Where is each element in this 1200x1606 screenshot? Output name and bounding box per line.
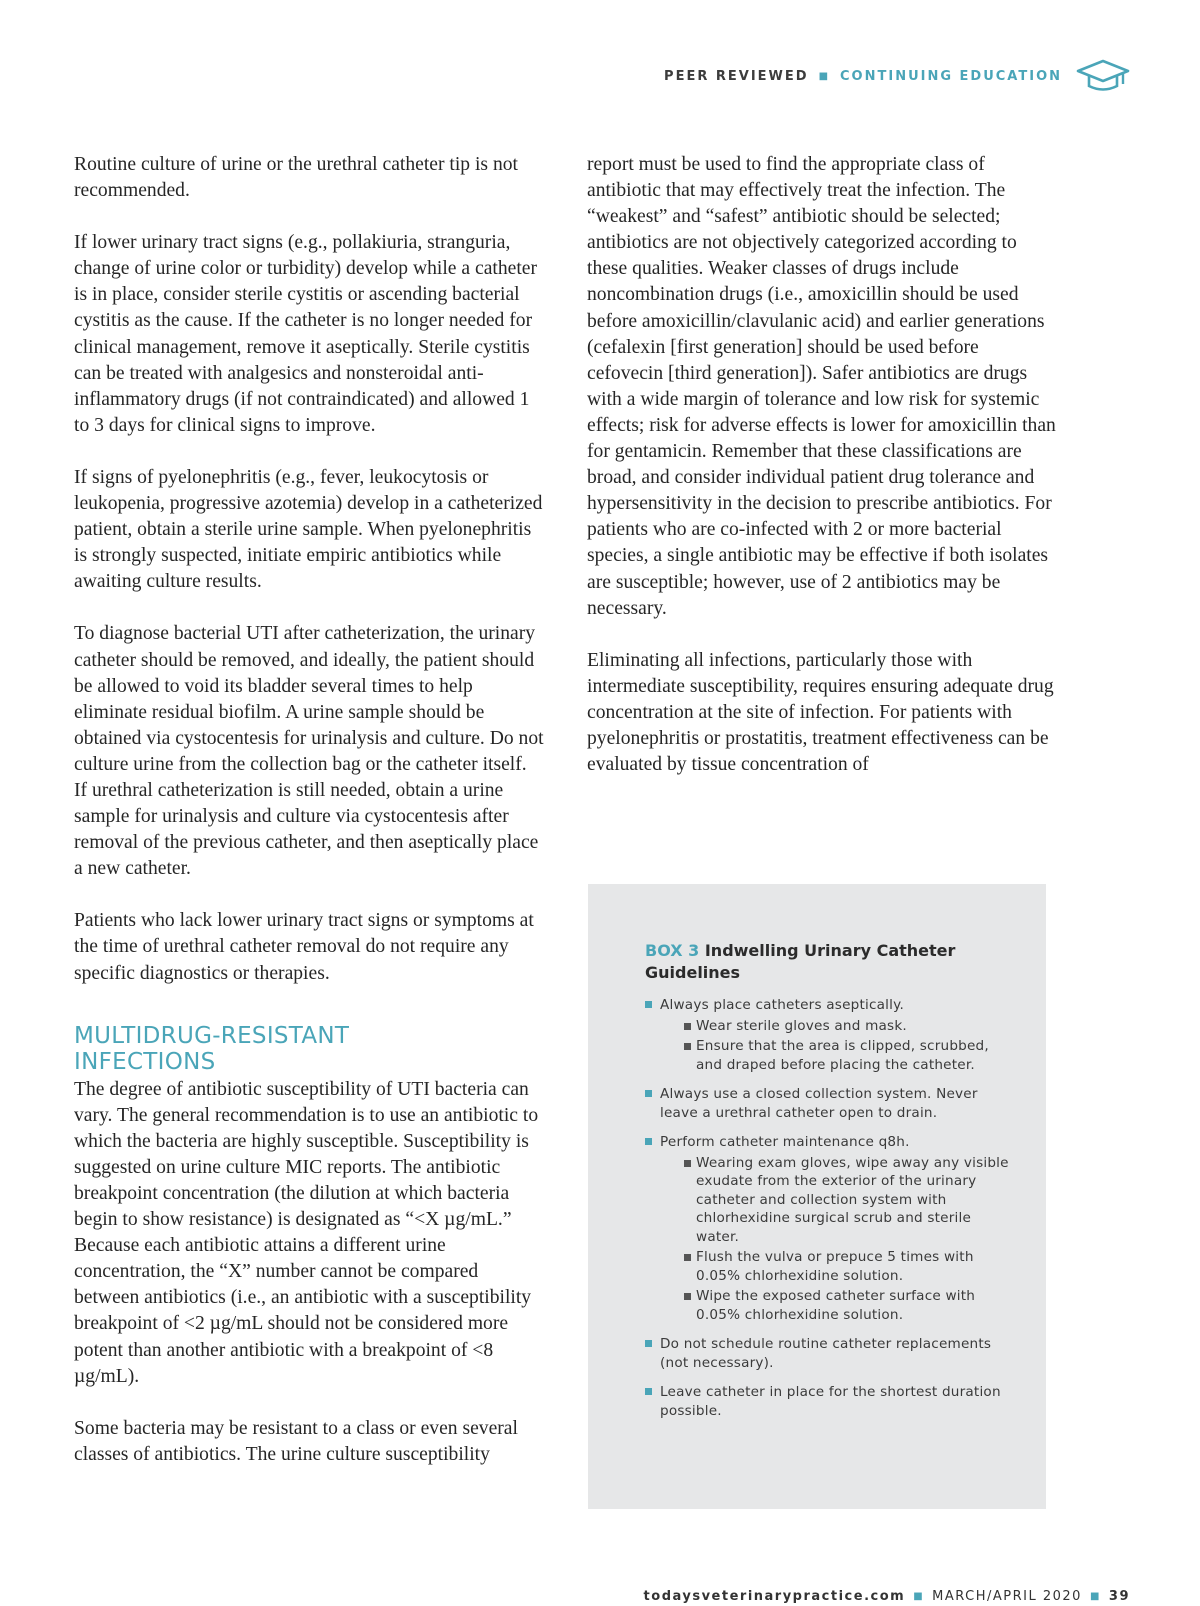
list-item-text: Always place catheters aseptically. [660,997,904,1013]
paragraph: Some bacteria may be resistant to a class or even several classes of antibiotics. The urine culture susceptibility [74,1417,518,1465]
box-title-text: Indwelling Urinary Catheter Guidelines [645,941,956,982]
list-item-text: Leave catheter in place for the shortest duration possible. [660,1384,1001,1419]
right-column [587,152,1057,804]
sub-list-item [684,1017,1016,1036]
sub-list-item-text: Wipe the exposed catheter surface with 0.05% chlorhexidine solution. [696,1288,976,1323]
paragraph: To diagnose bacterial UTI after catheterization, the urinary catheter should be removed, and ideally, the patient should be allowed to void its bladder several times to help eliminate residual biofilm. A urine sample should be obtained via cystocentesis for urinalysis and culture. Do not culture urine from the collection bag or the catheter itself. If urethral catheterization is still needed, obtain a urine sample for urinalysis and culture via cystocentesis after removal of the previous catheter, and then aseptically place a new catheter. [74,623,544,880]
sub-bullet-icon [684,1160,691,1167]
list-item-text: Do not schedule routine catheter replacements (not necessary). [660,1336,992,1371]
section-heading-line1: MULTIDRUG-RESISTANT [74,1022,350,1049]
list-item-text: Always use a closed collection system. Never leave a urethral catheter open to drain. [660,1086,978,1121]
sub-bullet-icon [684,1293,691,1300]
section-heading-line2: INFECTIONS [74,1048,216,1075]
sub-list-item-text: Ensure that the area is clipped, scrubbed, and draped before placing the catheter. [696,1038,989,1073]
list-item [645,1133,1016,1324]
sub-list [684,1154,1016,1325]
sub-bullet-icon [684,1043,691,1050]
paragraph: Patients who lack lower urinary tract signs or symptoms at the time of urethral catheter removal do not require any specific diagnostics or therapies. [74,910,534,984]
sub-list-item [684,1248,1016,1285]
sub-bullet-icon [684,1254,691,1261]
issue-date: MARCH/APRIL 2020 [932,1589,1082,1604]
paragraph: Eliminating all infections, particularly those with intermediate susceptibility, requires ensuring adequate drug concentration at the site of infection. For patients with pyelonephritis or prostatitis, treatment effectiveness can be evaluated by tissue concentration of [587,649,1054,776]
sub-list-item-text: Wear sterile gloves and mask. [696,1017,907,1034]
header-separator: ■ [818,70,831,82]
left-column [74,152,544,1494]
sub-list [684,1017,1016,1075]
graduation-cap-icon [1076,58,1130,94]
list-item [645,1383,1016,1420]
bullet-square-icon [645,1001,652,1008]
footer-separator: ■ [1089,1591,1101,1602]
paragraph: The degree of antibiotic susceptibility of UTI bacteria can vary. The general recommendation is to use an antibiotic to which the bacteria are highly susceptible. Susceptibility is suggested on urine culture MIC reports. The antibiotic breakpoint concentration (the dilution at which bacteria begin to show resistance) is designated as “<X µg/mL.” Because each antibiotic attains a different urine concentration, the “X” number cannot be compared between antibiotics (i.e., an antibiotic with a susceptibility breakpoint of <2 µg/mL should not be considered more potent than another antibiotic with a breakpoint of <8 µg/mL). [74,1078,539,1387]
bullet-square-icon [645,1138,652,1145]
bullet-square-icon [645,1340,652,1347]
box-title [645,940,1016,984]
list-item [645,1335,1016,1372]
sub-list-item [684,1287,1016,1324]
sub-list-item [684,1154,1016,1247]
section-heading [74,1023,544,1075]
page-footer [644,1589,1130,1604]
website-link[interactable]: todaysveterinarypractice.com [643,1589,906,1604]
list-item-text: Perform catheter maintenance q8h. [660,1134,910,1150]
sub-list-item-text: Flush the vulva or prepuce 5 times with 0.05% chlorhexidine solution. [696,1249,974,1284]
running-header [664,58,1130,94]
footer-separator: ■ [913,1591,925,1602]
sub-bullet-icon [684,1023,691,1030]
continuing-education-label: CONTINUING EDUCATION [840,68,1062,84]
sub-list-item [684,1037,1016,1074]
sidebar-box [588,884,1046,1509]
paragraph: report must be used to find the appropriate class of antibiotic that may effectively treat the infection. The “weakest” and “safest” antibiotic should be selected; antibiotics are not objectively categorized according to these qualities. Weaker classes of drugs include noncombination drugs (i.e., amoxicillin should be used before amoxicillin/clavulanic acid) and earlier generations (cefalexin [first generation] should be used before cefovecin [third generation]). Safer antibiotics are drugs with a wide margin of tolerance and low risk for systemic effects; risk for adverse effects is lower for amoxicillin than for gentamicin. Remember that these classifications are broad, and consider individual patient drug tolerance and hypersensitivity in the decision to prescribe antibiotics. For patients who are co-infected with 2 or more bacterial species, a single antibiotic may be effective if both isolates are susceptible; however, use of 2 antibiotics may be necessary. [587,154,1056,619]
list-item [645,1085,1016,1122]
bullet-square-icon [645,1388,652,1395]
paragraph: If signs of pyelonephritis (e.g., fever, leukocytosis or leukopenia, progressive azotemia) develop in a catheterized patient, obtain a sterile urine sample. When pyelonephritis is strongly suspected, initiate empiric antibiotics while awaiting culture results. [74,466,543,593]
guideline-list [645,996,1016,1420]
sub-list-item-text: Wearing exam gloves, wipe away any visible exudate from the exterior of the urinary catheter and collection system with chlorhexidine surgical scrub and sterile water. [696,1154,1009,1245]
bullet-square-icon [645,1090,652,1097]
paragraph: If lower urinary tract signs (e.g., pollakiuria, stranguria, change of urine color or turbidity) develop while a catheter is in place, consider sterile cystitis or ascending bacterial cystitis as the cause. If the catheter is no longer needed for clinical management, remove it aseptically. Sterile cystitis can be treated with analgesics and nonsteroidal anti-inflammatory drugs (if not contraindicated) and allowed 1 to 3 days for clinical signs to improve. [74,232,537,436]
page-number: 39 [1108,1589,1130,1604]
list-item [645,996,1016,1074]
box-label: BOX 3 [645,941,700,960]
peer-reviewed-label: PEER REVIEWED [664,68,809,84]
paragraph: Routine culture of urine or the urethral catheter tip is not recommended. [74,154,518,202]
